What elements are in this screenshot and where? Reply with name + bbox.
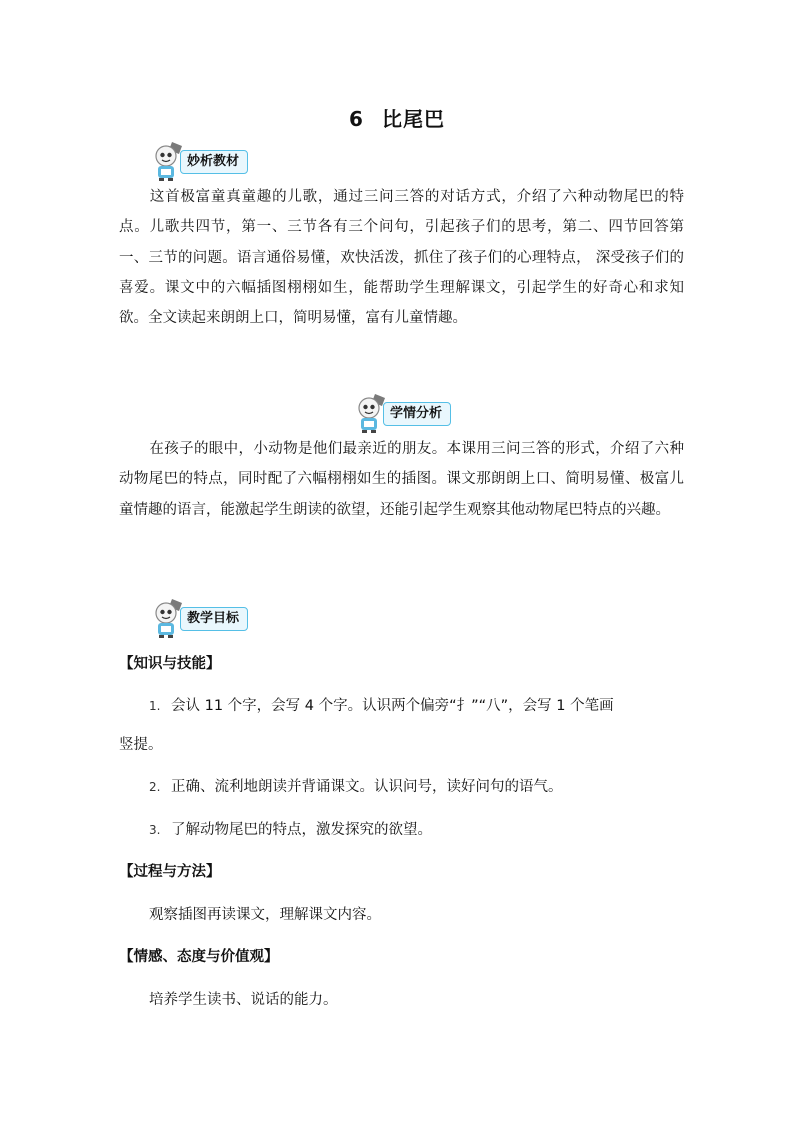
goal-item-2	[149, 775, 563, 796]
knowledge-heading: 【知识与技能】	[119, 656, 221, 672]
students-paragraph	[119, 434, 684, 525]
goal-item-text: 竖提。	[119, 737, 163, 753]
students-text: 在孩子的眼中，小动物是他们最亲近的朋友。本课用三问三答的形式，介绍了六种动物尾巴的特点，同时配了六幅栩栩如生的插图。课文那朗朗上口、简明易懂、极富儿童情趣的语言，能激起学生朗读的欲望，还能引起学生观察其他动物尾巴特点的兴趣。	[119, 441, 684, 518]
analysis-text: 这首极富童真童趣的儿歌，通过三问三答的对话方式，介绍了六种动物尾巴的特点。儿歌共四节，第一、三节各有三个问句，引起孩子们的思考，第二、四节回答第一、三节的问题。语言通俗易懂，欢快活泼，抓住了孩子们的心理特点， 深受孩子们的喜爱。课文中的六幅插图栩栩如生，能帮助学生理解课文，引起学生的好奇心和求知欲。全文读起来朗朗上口，简明易懂，富有儿童情趣。	[119, 189, 684, 327]
goal-item-text: 了解动物尾巴的特点，激发探究的欲望。	[171, 822, 432, 838]
goal-item-number: 1.	[149, 699, 161, 713]
lesson-title: 比尾巴	[381, 107, 445, 131]
goal-item-number: 2.	[149, 780, 161, 794]
section-label: 学情分析	[383, 402, 451, 426]
section-badge-students	[355, 392, 495, 432]
goal-item-number: 3.	[149, 823, 161, 837]
goal-item-3	[149, 818, 432, 839]
section-badge-goals	[152, 597, 292, 637]
analysis-paragraph	[119, 182, 684, 333]
emotion-heading: 【情感、态度与价值观】	[119, 949, 279, 965]
goal-item-text: 会认 11 个字，会写 4 个字。认识两个偏旁“扌”“八”，会写 1 个笔画	[171, 698, 614, 714]
emotion-text: 培养学生读书、说话的能力。	[149, 992, 338, 1008]
page-title	[0, 103, 794, 132]
section-badge-analysis	[152, 140, 292, 180]
goal-item-1	[149, 694, 614, 715]
process-heading: 【过程与方法】	[119, 864, 221, 880]
goal-item-text: 正确、流利地朗读并背诵课文。认识问号，读好问句的语气。	[171, 779, 563, 795]
process-text: 观察插图再读课文，理解课文内容。	[149, 907, 381, 923]
section-label: 教学目标	[180, 607, 248, 631]
section-label: 妙析教材	[180, 150, 248, 174]
goal-item-1-continued	[119, 733, 163, 754]
lesson-number: 6	[349, 107, 364, 131]
